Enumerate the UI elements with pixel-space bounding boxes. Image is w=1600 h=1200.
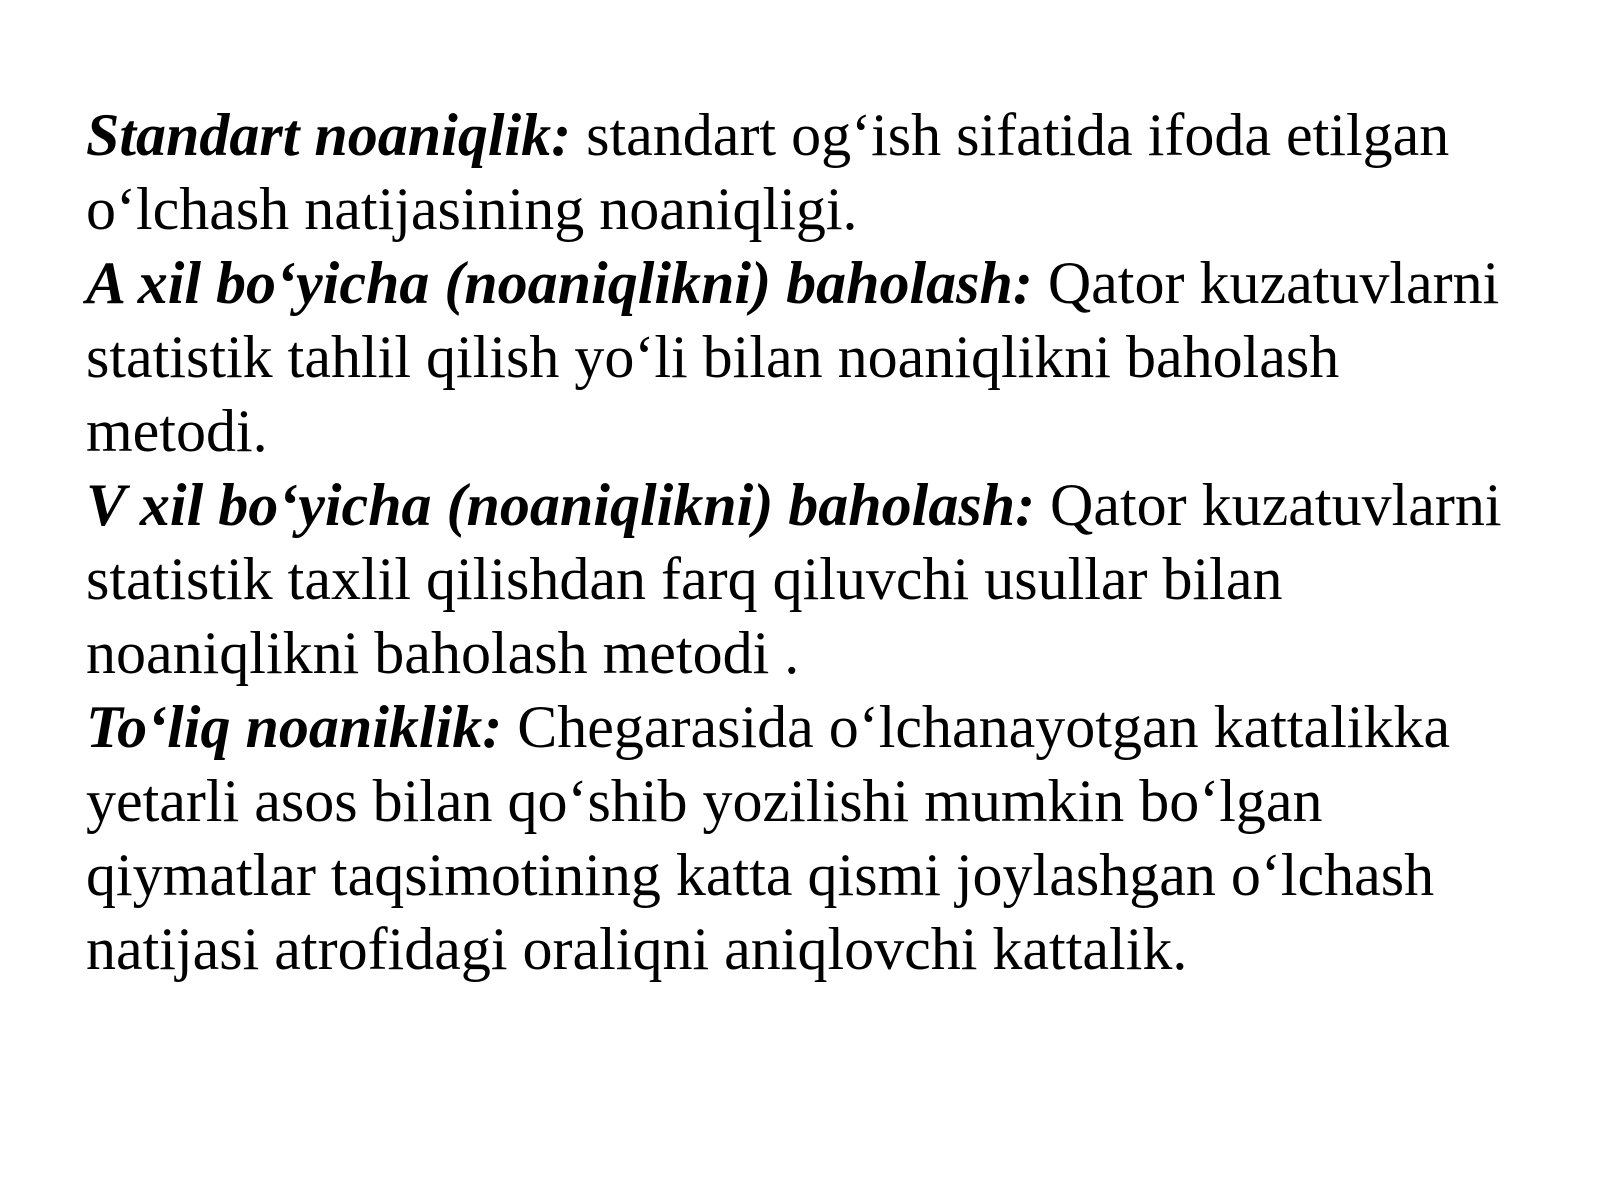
term-label: To‘liq noaniklik: [86, 694, 503, 760]
term-label: V xil bo‘yicha (noaniqlikni) baholash: [86, 472, 1036, 538]
definition-text: Qator kuzatuvlarni statistik taxlil qilishdan farq qiluvchi usullar bilan noaniqlikni baholash metodi . [86, 472, 1502, 686]
definition-type-a-evaluation [86, 246, 1526, 468]
definition-text: standart og‘ish sifatida ifoda etilgan o‘lchash natijasining noaniqligi. [86, 102, 1450, 242]
term-label: A xil bo‘yicha (noaniqlikni) baholash: [86, 250, 1033, 316]
definition-text: Qator kuzatuvlarni statistik tahlil qilish yo‘li bilan noaniqlikni baholash metodi. [86, 250, 1500, 464]
slide-body [86, 98, 1526, 986]
definition-text: Chegarasida o‘lchanayotgan kattalikka yetarli asos bilan qo‘shib yozilishi mumkin bo‘lgan qiymatlar taqsimotining katta qismi joylashgan o‘lchash natijasi atrofidagi oraliqni aniqlovchi kattalik. [86, 694, 1451, 982]
definition-standard-uncertainty [86, 98, 1526, 246]
definition-expanded-uncertainty [86, 690, 1526, 986]
definition-type-b-evaluation [86, 468, 1526, 690]
term-label: Standart noaniqlik: [86, 102, 572, 168]
